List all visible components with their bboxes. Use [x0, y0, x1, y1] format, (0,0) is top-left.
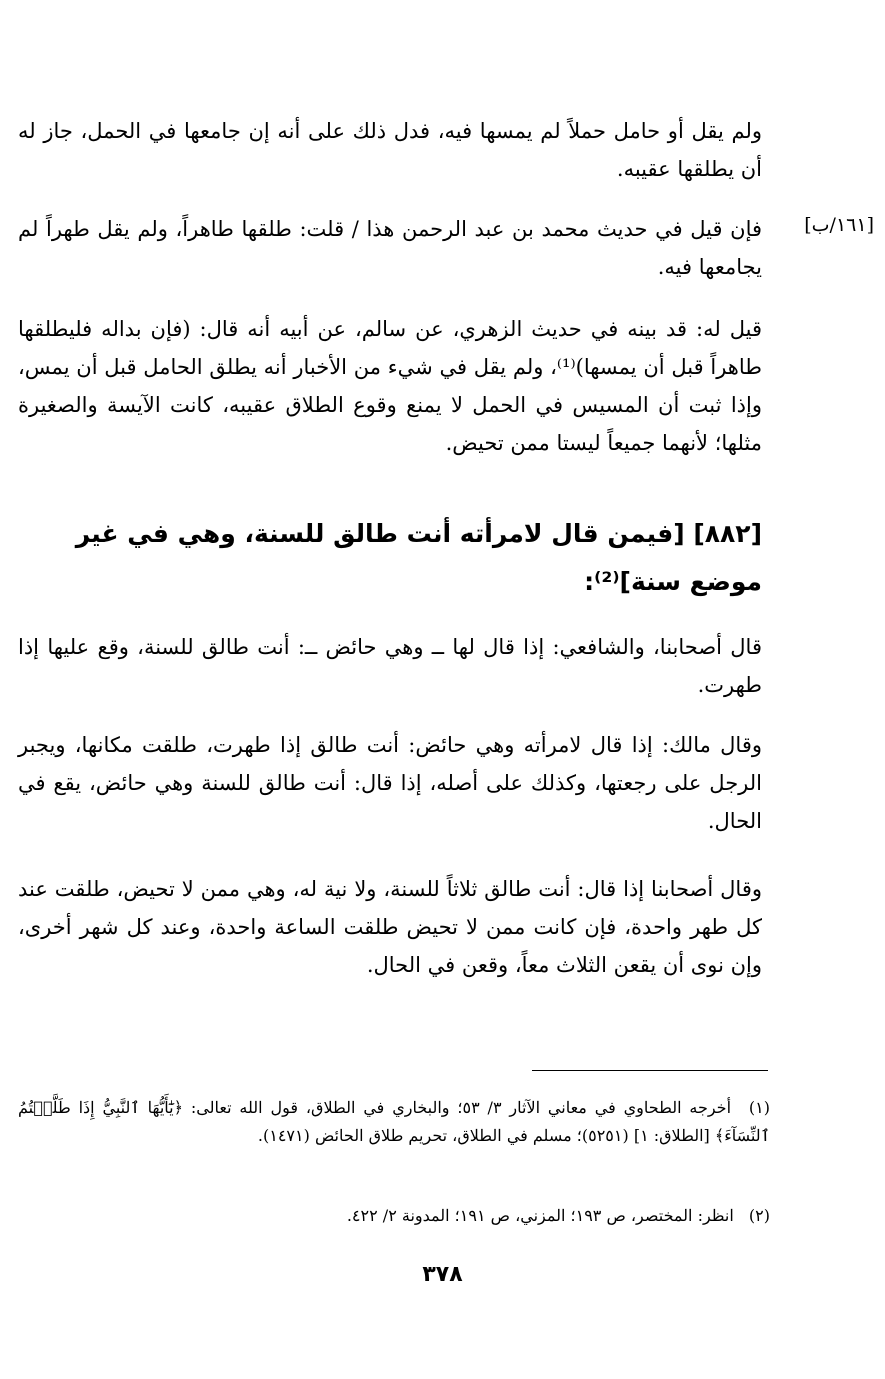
footnote-divider [532, 1070, 768, 1071]
paragraph-4: قال أصحابنا، والشافعي: إذا قال لها ــ وهي حائض ــ: أنت طالق للسنة، وقع عليها إذا طهرت. [18, 635, 762, 697]
paragraph-2: فإن قيل في حديث محمد بن عبد الرحمن هذا / قلت: طلقها طاهراً، ولم يقل طهراً لم يجامعها فيه. [18, 217, 762, 279]
manuscript-folio-marker: [١٦١/ب] [804, 214, 874, 236]
footnote-1 [18, 1094, 770, 1150]
paragraph-1: ولم يقل أو حامل حملاً لم يمسها فيه، فدل ذلك على أنه إن جامعها في الحمل، جاز له أن يطلقها عقيبه. [18, 119, 762, 181]
footnote-text: أخرجه الطحاوي في معاني الآثار ٣/ ٥٣؛ والبخاري في الطلاق، قول الله تعالى: ﴿يَٰٓأَيُّهَا ٱلنَّبِيُّ إِذَا طَلَّقۡتُمُ ٱلنِّسَآءَ﴾ [الطلاق: ١] (٥٢٥١)؛ مسلم في الطلاق، تحريم طلاق الحائض (١٤٧١). [18, 1098, 770, 1145]
footnote-2 [18, 1202, 770, 1230]
paragraph-3: قيل له: قد بينه في حديث الزهري، عن سالم، عن أبيه أنه قال: (فإن بداله فليطلقها طاهراً قبل أن يمسها)⁽¹⁾، ولم يقل في شيء من الأخبار أنه يطلق الحامل قبل أن يمس، وإذا ثبت أن المسيس في الحمل لا يمنع وقوع الطلاق عقيبه، كانت الآيسة والصغيرة مثلها؛ لأنهما جميعاً ليستا ممن تحيض. [18, 317, 762, 455]
section-heading: [٨٨٢] [فيمن قال لامرأته أنت طالق للسنة، وهي في غير موضع سنة]⁽²⁾: [75, 519, 762, 596]
paragraph-6: وقال أصحابنا إذا قال: أنت طالق ثلاثاً للسنة، ولا نية له، وهي ممن لا تحيض، طلقت عند كل طهر واحدة، فإن كانت ممن لا تحيض طلقت الساعة واحدة، وعند كل شهر أخرى، وإن نوى أن يقعن الثلاث معاً، وقعن في الحال. [18, 877, 762, 977]
footnote-number: (١) [748, 1098, 771, 1117]
paragraph-5: وقال مالك: إذا قال لامرأته وهي حائض: أنت طالق إذا طهرت، طلقت مكانها، ويجبر الرجل على رجعتها، وكذلك على أصله، إذا قال: أنت طالق للسنة وهي حائض، يقع في الحال. [18, 733, 762, 833]
footnote-text: انظر: المختصر، ص ١٩٣؛ المزني، ص ١٩١؛ المدونة ٢/ ٤٢٢. [346, 1206, 734, 1225]
footnote-number: (٢) [748, 1206, 770, 1225]
page-number: ٣٧٨ [422, 1262, 463, 1287]
